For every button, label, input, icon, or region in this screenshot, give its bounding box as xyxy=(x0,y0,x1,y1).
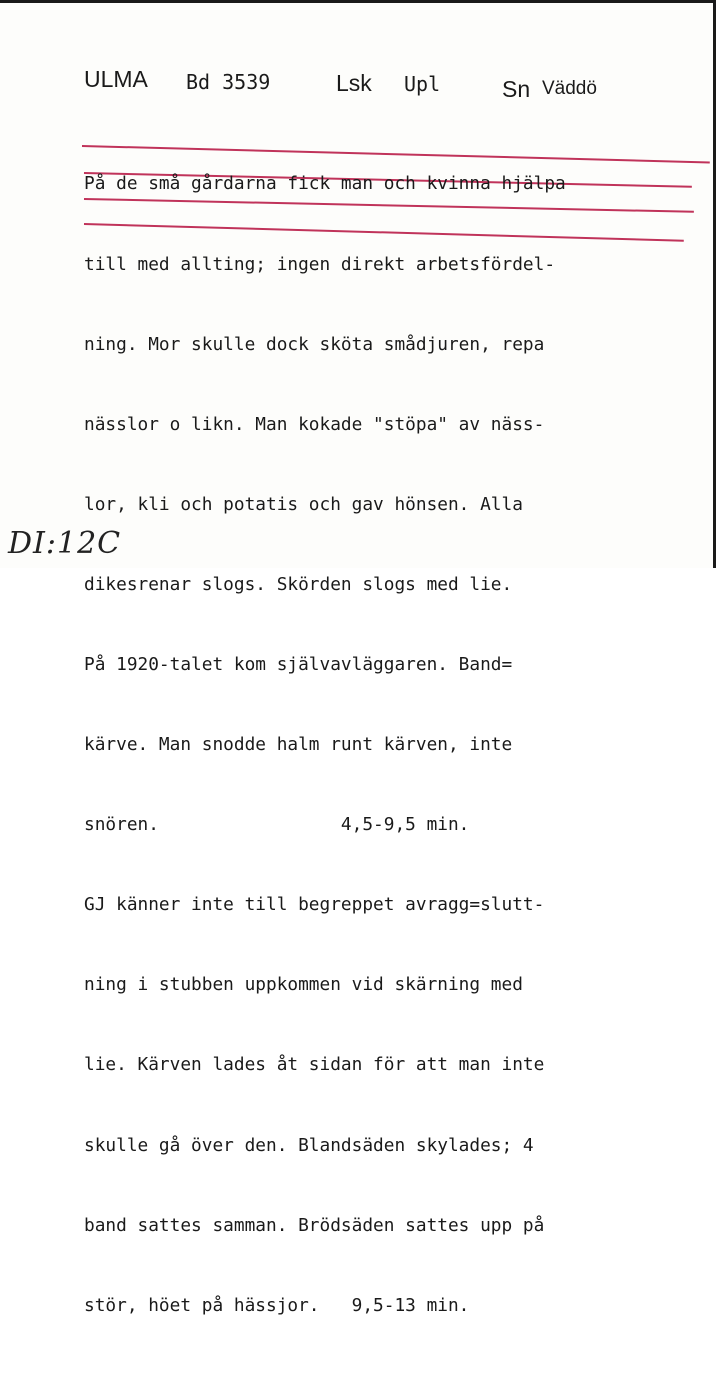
handwritten-signature: DI:12C xyxy=(8,526,122,561)
text-line: skulle gå över den. Blandsäden skylades; 4 xyxy=(84,1134,534,1156)
text-line: ning. Mor skulle dock sköta smådjuren, repa xyxy=(84,333,545,355)
text-line: ning i stubben uppkommen vid skärning med xyxy=(84,974,523,996)
volume-number: Bd 3539 xyxy=(186,70,271,94)
text-line: till med allting; ingen direkt arbetsfördel- xyxy=(84,253,556,275)
parish-name: Väddö xyxy=(542,78,597,99)
parish-label: Sn xyxy=(502,76,531,102)
text-line: dikesrenar slogs. Skörden slogs med lie. xyxy=(84,573,513,595)
text-line: snören. 4,5-9,5 min. xyxy=(84,814,470,836)
card-top-edge xyxy=(0,0,716,3)
text-line: På 1920-talet kom självavläggaren. Band= xyxy=(84,653,513,675)
category-code: Lsk xyxy=(336,70,372,96)
text-line: GJ känner inte till begreppet avragg=slutt- xyxy=(84,894,545,916)
text-line: band sattes samman. Brödsäden sattes upp på xyxy=(84,1214,545,1236)
text-line: lor, kli och potatis och gav hönsen. Alla xyxy=(84,493,523,515)
archive-code: ULMA xyxy=(84,66,148,92)
card-body-text xyxy=(84,118,704,1373)
text-line: lie. Kärven lades åt sidan för att man inte xyxy=(84,1054,545,1076)
text-line: nässlor o likn. Man kokade "stöpa" av näss- xyxy=(84,413,545,435)
text-line: kärve. Man snodde halm runt kärven, inte xyxy=(84,734,513,756)
text-line: På de små gårdarna fick man och kvinna hjälpa xyxy=(84,173,566,195)
province-code: Upl xyxy=(404,72,441,96)
text-line: stör, höet på hässjor. 9,5-13 min. xyxy=(84,1294,470,1316)
